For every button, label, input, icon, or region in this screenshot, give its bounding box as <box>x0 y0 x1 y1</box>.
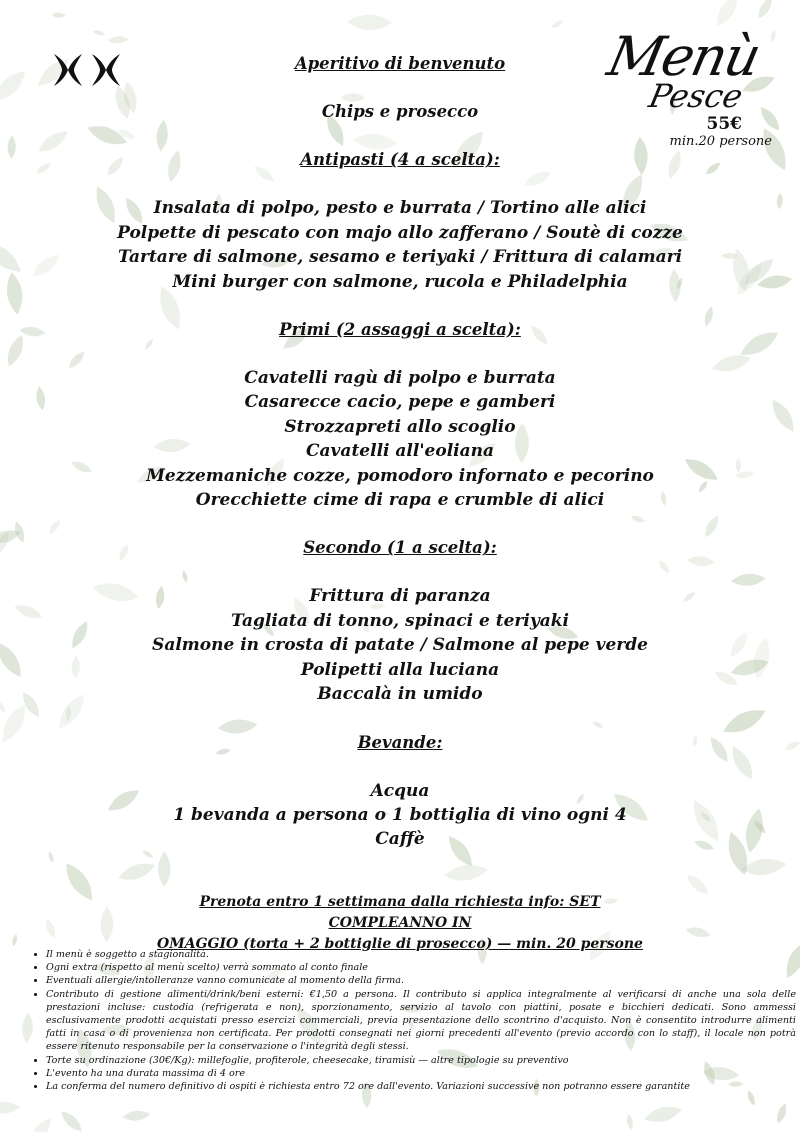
note-item: • Contributo di gestione alimenti/drink/beni esterni: €1,50 a persona. Il contributo si applica integralmente al verificarsi di anche una sola delle prestazioni incluse: custodia (refrigerata e non), sporzionamento, servizio al tavolo con piattini, posate e bicchieri dedicati. Sono ammessi esclusivamente prodotti acquistati presso esercizi commerciali, previa presentazione dello scontrino d'acquisto. Non è consentito introdurre alimenti fatti in casa o di provenienza non certificata. Per prodotti consegnati nei giorni precedenti all'evento (previo accordo con lo staff), il locale non potrà essere ritenuto responsabile per la conservazione o l'integrità degli stessi. <box>46 988 796 1054</box>
section-title-aperitivo: Aperitivo di benvenuto <box>294 54 506 73</box>
list-item: Orecchiette cime di rapa e crumble di alici <box>195 490 605 511</box>
list-item: Cavatelli ragù di polpo e burrata <box>244 368 556 389</box>
menu-heading: Menù <box>602 25 765 88</box>
primi-list <box>0 366 800 512</box>
bevande-list <box>0 779 800 852</box>
list-item: Baccalà in umido <box>317 684 483 705</box>
logo-icon <box>52 52 122 88</box>
menu-subheading: Pesce <box>645 77 747 115</box>
note-item: • La conferma del numero definitivo di ospiti è richiesta entro 72 ore dall'evento. Variazioni successive non potranno essere garantite <box>46 1080 796 1093</box>
list-item: Polipetti alla luciana <box>300 659 500 680</box>
list-item: Tagliata di tonno, spinaci e teriyaki <box>231 610 569 631</box>
list-item: Chips e prosecco <box>321 102 479 121</box>
min-persons: min.20 persone <box>669 134 772 149</box>
list-item: Polpette di pescato con majo allo zafferano / Soutè di cozze <box>117 222 683 243</box>
section-title-primi: Primi (2 assaggi a scelta): <box>279 320 521 340</box>
section-title-bevande: Bevande: <box>357 732 443 752</box>
list-item: Frittura di paranza <box>309 586 491 607</box>
menu-brand <box>592 25 772 149</box>
list-item: Mezzemaniche cozze, pomodoro infornato e pecorino <box>146 465 654 486</box>
list-item: 1 bevanda a persona o 1 bottiglia di vino ogni 4 <box>173 804 627 825</box>
menu-content <box>0 52 800 852</box>
note-item: • Eventuali allergie/intolleranze vanno comunicate al momento della firma. <box>46 974 796 987</box>
list-item: Cavatelli all'eoliana <box>306 441 494 462</box>
section-title-antipasti: Antipasti (4 a scelta): <box>300 150 500 170</box>
note-item: • Ogni extra (rispetto al menù scelto) verrà sommato al conto finale <box>46 961 796 974</box>
note-item: • Il menù è soggetto a stagionalità. <box>46 948 796 961</box>
note-item: • Torte su ordinazione (30€/Kg): millefoglie, profiterole, cheesecake, tiramisù — altre tipologie su preventivo <box>46 1054 796 1067</box>
list-item: Strozzapreti allo scoglio <box>284 416 516 437</box>
note-item: • L'evento ha una durata massima di 4 ore <box>46 1067 796 1080</box>
list-item: Insalata di polpo, pesto e burrata / Tortino alle alici <box>153 198 647 219</box>
list-item: Mini burger con salmone, rucola e Philadelphia <box>172 271 628 292</box>
list-item: Acqua <box>370 780 430 801</box>
list-item: Salmone in crosta di patate / Salmone al pepe verde <box>152 635 648 656</box>
list-item: Casarecce cacio, pepe e gamberi <box>244 392 556 413</box>
promo-line-1: Prenota entro 1 settimana dalla richiesta info: SET COMPLEANNO IN <box>199 894 601 931</box>
list-item: Tartare di salmone, sesamo e teriyaki / Frittura di calamari <box>117 247 683 268</box>
section-title-secondo: Secondo (1 a scelta): <box>303 538 497 558</box>
antipasti-list <box>0 196 800 294</box>
secondo-list <box>0 584 800 706</box>
menu-price: 55€ <box>706 114 742 134</box>
notes-list <box>28 948 796 1093</box>
promo-line-2: OMAGGIO (torta + 2 bottiglie di prosecco) — min. 20 persone <box>157 936 643 952</box>
promo-banner <box>140 892 660 955</box>
list-item: Caffè <box>375 829 425 850</box>
